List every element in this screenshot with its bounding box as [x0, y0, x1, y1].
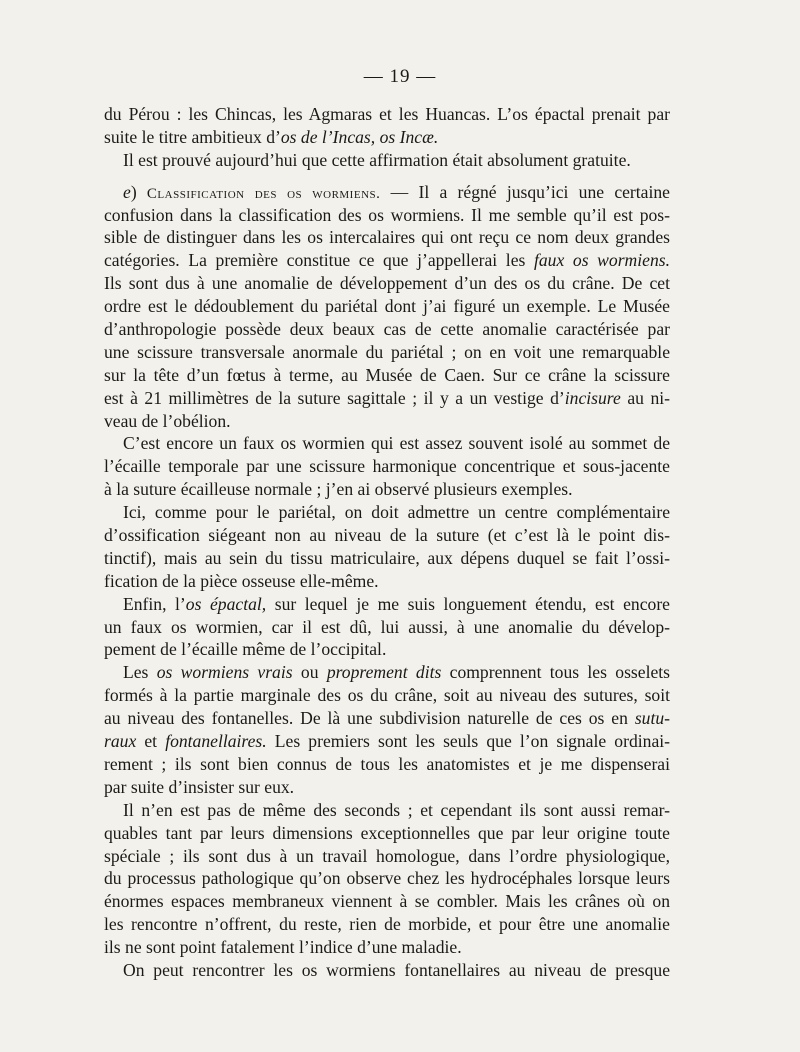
text-line: [104, 410, 670, 433]
text-run: un faux os wormien, car il est dû, lui aussi, à une anomalie du dévelop-: [104, 616, 670, 637]
text-run: Les premiers sont les seuls que l’on signale ordinai-: [266, 731, 671, 752]
text-line: [104, 478, 670, 501]
italic-text: os wormiens vrais: [156, 662, 293, 683]
text-run: du processus pathologique qu’on observe chez les hydrocéphales lorsque leurs: [104, 868, 670, 889]
text-line: [104, 524, 670, 547]
text-run: ou: [292, 662, 327, 683]
text-run: On peut rencontrer les os wormiens fontanellaires au niveau de presque: [123, 959, 670, 980]
text-line: [104, 455, 670, 478]
text-run: confusion dans la classification des os wormiens. Il me semble qu’il est pos-: [104, 204, 670, 225]
text-run: Enfin, l’: [123, 593, 186, 614]
text-line: [104, 126, 670, 149]
text-line: [104, 616, 670, 639]
text-run: pement de l’écaille même de l’occipital.: [104, 639, 387, 660]
text-run: par suite d’insister sur eux.: [104, 776, 295, 797]
text-line: [104, 753, 670, 776]
text-run: sur lequel je me suis longuement étendu, est encore: [266, 593, 670, 614]
text-line: [104, 249, 670, 272]
italic-text: os épactal,: [185, 593, 267, 614]
text-run: veau de l’obélion.: [104, 410, 231, 431]
text-run: ils ne sont point fatalement l’indice d’une maladie.: [104, 937, 462, 958]
text-line: [104, 432, 670, 455]
italic-text: incisure: [564, 387, 621, 408]
text-run: Il est prouvé aujourd’hui que cette affirmation était absolument gratuite.: [123, 149, 631, 170]
text-line: [104, 501, 670, 524]
text-run: C’est encore un faux os wormien qui est assez souvent isolé au sommet de: [123, 433, 670, 454]
text-line: [104, 707, 670, 730]
text-line: [104, 272, 670, 295]
italic-text: sutu-: [634, 708, 670, 729]
text-run: est à 21 millimètres de la suture sagittale ; il y a un vestige d’: [104, 387, 565, 408]
text-run: fication de la pièce osseuse elle-même.: [104, 570, 379, 591]
text-run: rement ; ils sont bien connus de tous les anatomistes et je me dispenserai: [104, 753, 670, 774]
text-run: l’écaille temporale par une scissure harmonique concentrique et sous-jacente: [104, 456, 670, 477]
italic-text: os de l’Incas, os Incæ.: [280, 126, 439, 147]
text-line: [104, 570, 670, 593]
text-line: [104, 913, 670, 936]
text-run: au ni-: [620, 387, 671, 408]
text-run: Ici, comme pour le pariétal, on doit admettre un centre complémentaire: [123, 502, 670, 523]
text-run: du Pérou : les Chincas, les Agmaras et les Huancas. L’os épactal prenait par: [104, 104, 670, 124]
text-run: sible de distinguer dans les os intercalaires qui ont reçu ce nom deux grandes: [104, 227, 670, 248]
text-line: [104, 890, 670, 913]
text-run: tinctif), mais au sein du tissu matriculaire, aux dépens duquel se fait l’ossi-: [104, 547, 670, 568]
text-run: au niveau des fontanelles. De là une subdivision naturelle de ces os en: [104, 708, 635, 729]
text-run: suite le titre ambitieux d’: [104, 126, 281, 147]
text-run: ): [130, 181, 147, 202]
text-line: [104, 867, 670, 890]
italic-text: proprement dits: [326, 662, 442, 683]
text-run: quables tant par leurs dimensions exceptionnelles que par leur origine toute: [104, 822, 670, 843]
text-run: énormes espaces membraneux viennent à se combler. Mais les crânes où on: [104, 891, 670, 912]
text-line: [104, 204, 670, 227]
text-run: d’anthropologie possède deux beaux cas de cette anomalie caractérisée par: [104, 319, 670, 340]
small-caps-heading: Classification des os wormiens.: [146, 185, 381, 202]
text-line: [104, 295, 670, 318]
text-line: [104, 776, 670, 799]
text-line: [104, 936, 670, 959]
italic-text: e: [123, 181, 131, 202]
text-run: spéciale ; ils sont dus à un travail homologue, dans l’ordre physiologique,: [104, 845, 670, 866]
text-line: [104, 364, 670, 387]
text-run: formés à la partie marginale des os du crâne, soit au niveau des sutures, soit: [104, 685, 670, 706]
text-run: — Il a régné jusqu’ici une certaine: [380, 181, 670, 202]
text-run: catégories. La première constitue ce que j’appellerai les: [104, 250, 534, 271]
text-run: comprennent tous les osselets: [441, 662, 671, 683]
text-line: [104, 661, 670, 684]
page-number: — 19 —: [363, 66, 437, 87]
text-line: [104, 593, 670, 616]
text-line: [104, 822, 670, 845]
text-run: d’ossification siégeant non au niveau de la suture (et c’est là le point dis-: [104, 525, 670, 546]
italic-text: raux: [104, 731, 137, 752]
text-line: [104, 959, 670, 982]
italic-text: faux os wormiens.: [533, 250, 670, 271]
text-run: ordre est le dédoublement du pariétal dont j’ai figuré un exemple. Le Musée: [104, 296, 670, 317]
text-line: [104, 181, 670, 204]
text-line: [104, 341, 670, 364]
text-line: [104, 684, 670, 707]
text-run: les rencontre n’offrent, du reste, rien de morbide, et pour être une anomalie: [104, 914, 670, 935]
text-line: [104, 318, 670, 341]
text-line: [104, 387, 670, 410]
text-run: et: [136, 731, 166, 752]
text-run: Les: [123, 662, 157, 683]
text-line: [104, 845, 670, 868]
text-line: [104, 730, 670, 753]
text-line: [104, 226, 670, 249]
body-text: [104, 103, 670, 982]
text-run: Ils sont dus à une anomalie de développement d’un des os du crâne. De cet: [104, 273, 670, 294]
text-line: [104, 149, 670, 172]
text-run: à la suture écailleuse normale ; j’en ai observé plusieurs exemples.: [104, 479, 573, 500]
text-line: [104, 799, 670, 822]
text-run: une scissure transversale anormale du pariétal ; on en voit une remarquable: [104, 341, 670, 362]
text-line: [104, 547, 670, 570]
text-line: [104, 638, 670, 661]
text-run: sur la tête d’un fœtus à terme, au Musée de Caen. Sur ce crâne la scissure: [104, 364, 670, 385]
text-run: Il n’en est pas de même des seconds ; et cependant ils sont aussi remar-: [123, 799, 670, 820]
text-line: [104, 103, 670, 126]
italic-text: fontanellaires.: [165, 731, 267, 752]
